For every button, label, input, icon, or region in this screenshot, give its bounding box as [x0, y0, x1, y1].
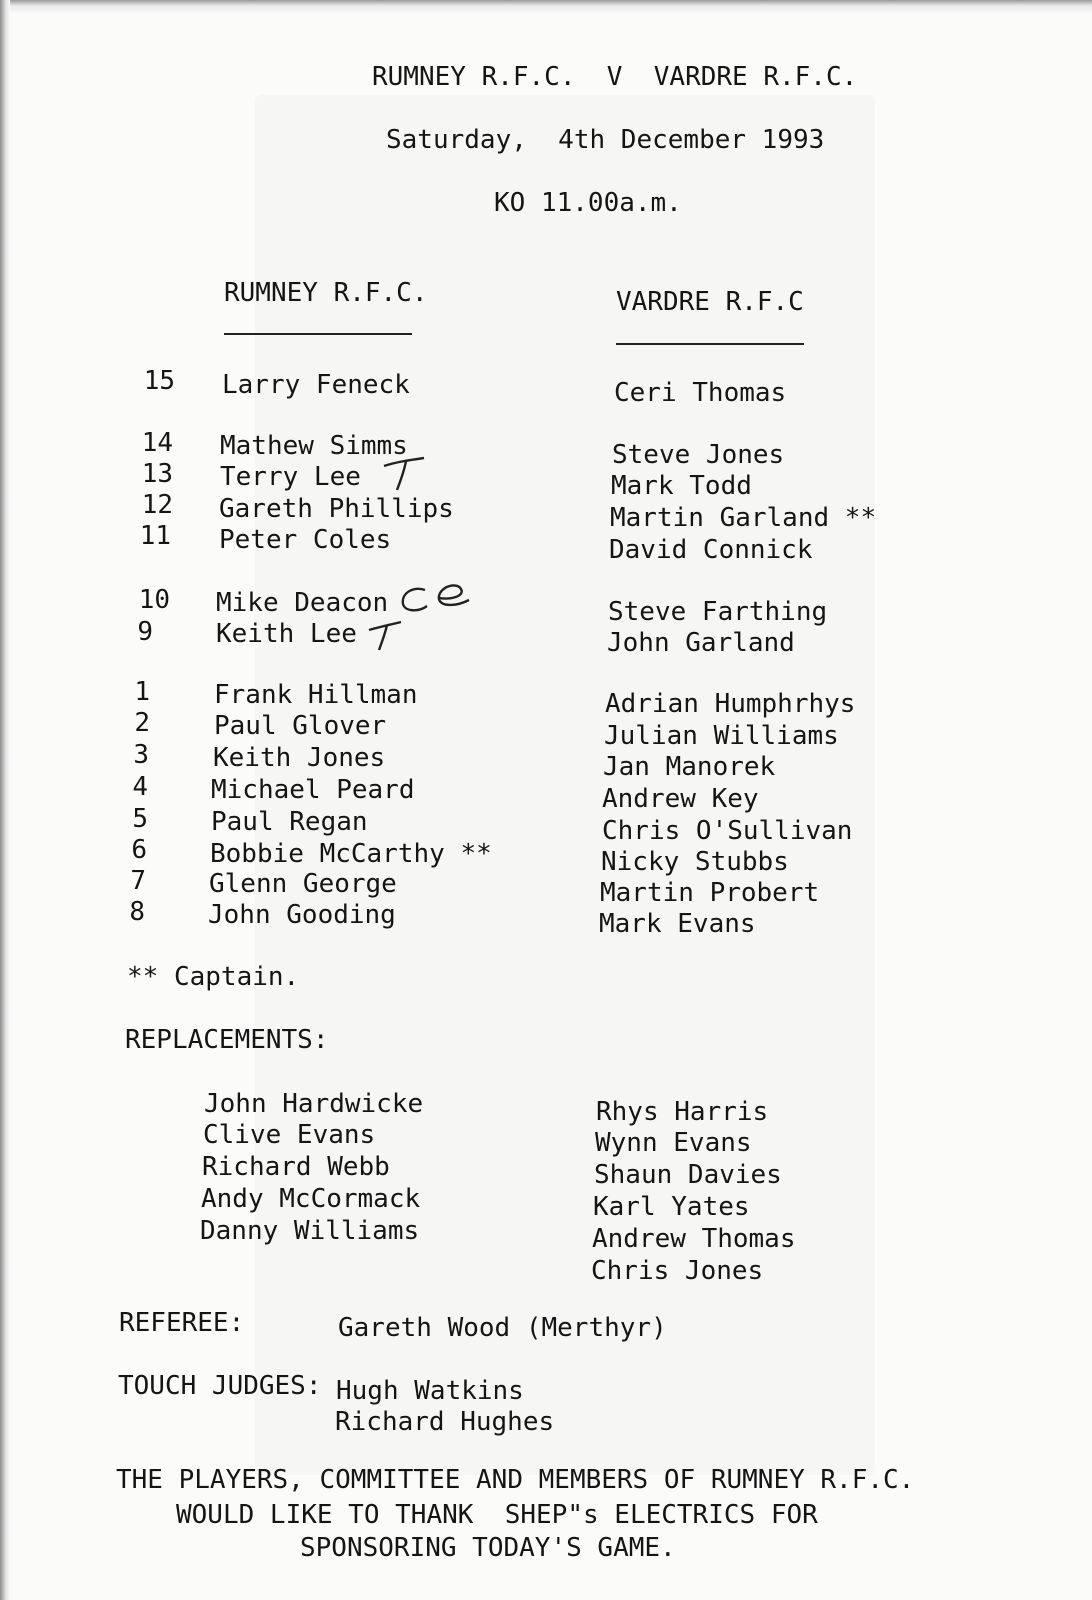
home-player: Gareth Phillips [219, 494, 454, 524]
home-player: Bobbie McCarthy ** [210, 839, 492, 869]
referee-label: REFEREE: [119, 1308, 245, 1338]
home-player: John Gooding [208, 900, 396, 930]
referee-name: Gareth Wood (Merthyr) [338, 1313, 667, 1343]
away-replacement: Shaun Davies [594, 1160, 782, 1190]
player-number: 3 [133, 740, 149, 770]
away-replacement: Chris Jones [591, 1256, 764, 1286]
home-player: Mike Deacon [216, 588, 389, 618]
away-player: Martin Garland ** [610, 503, 877, 533]
player-number: 2 [134, 708, 150, 738]
player-number: 11 [139, 521, 171, 551]
away-replacement: Karl Yates [593, 1192, 750, 1222]
away-player: Steve Farthing [608, 597, 828, 627]
home-player: Paul Glover [214, 711, 387, 741]
away-player: Ceri Thomas [614, 378, 787, 408]
away-team-heading: VARDRE R.F.C [616, 287, 804, 317]
away-player: David Connick [609, 535, 813, 565]
away-player: Jan Manorek [603, 752, 776, 782]
player-number: 5 [132, 804, 148, 834]
home-player: Keith Jones [213, 743, 386, 773]
home-player: Larry Feneck [222, 370, 410, 400]
home-replacement: Andy McCormack [201, 1184, 421, 1214]
player-number: 12 [141, 490, 173, 520]
away-player: Martin Probert [600, 878, 820, 908]
player-number: 1 [134, 677, 150, 707]
away-player: Steve Jones [612, 440, 785, 470]
home-player: Paul Regan [211, 807, 368, 837]
away-replacement: Wynn Evans [595, 1128, 752, 1158]
away-replacement: Andrew Thomas [592, 1224, 796, 1254]
replacements-label: REPLACEMENTS: [125, 1025, 329, 1055]
captain-note: ** Captain. [127, 962, 300, 992]
home-team-heading: RUMNEY R.F.C. [224, 278, 428, 308]
away-player: Nicky Stubbs [601, 847, 789, 877]
paper-top-edge [0, 0, 1092, 14]
player-number: 10 [138, 585, 170, 615]
kickoff-time: KO 11.00a.m. [494, 188, 682, 218]
home-player: Frank Hillman [214, 680, 418, 710]
home-player: Terry Lee [220, 462, 361, 492]
home-player: Glenn George [209, 869, 397, 899]
away-player: Mark Evans [599, 909, 756, 939]
home-player: Michael Peard [211, 775, 415, 805]
home-player: Mathew Simms [220, 431, 408, 461]
away-player: Julian Williams [604, 721, 839, 751]
player-number: 7 [130, 866, 146, 896]
touch-judges-label: TOUCH JUDGES: [118, 1371, 322, 1401]
touch-judge: Hugh Watkins [336, 1376, 524, 1406]
away-replacement: Rhys Harris [596, 1097, 769, 1127]
away-player: Andrew Key [602, 784, 759, 814]
handwritten-t-mark [365, 614, 405, 654]
home-replacement: Richard Webb [202, 1152, 390, 1182]
paper-left-edge [0, 0, 10, 1600]
away-player: John Garland [607, 628, 795, 658]
player-number: 9 [137, 617, 153, 647]
away-player: Adrian Humphrhys [605, 689, 856, 719]
home-replacement: Danny Williams [200, 1216, 420, 1246]
touch-judge: Richard Hughes [335, 1407, 555, 1437]
player-number: 4 [132, 772, 148, 802]
sponsor-thanks-line: SPONSORING TODAY'S GAME. [300, 1533, 676, 1563]
handwritten-ce-mark [395, 578, 475, 618]
away-player: Chris O'Sullivan [602, 816, 853, 846]
handwritten-t-mark [380, 452, 430, 494]
match-title: RUMNEY R.F.C. V VARDRE R.F.C. [372, 62, 858, 92]
sponsor-thanks-line: THE PLAYERS, COMMITTEE AND MEMBERS OF RUMNEY R.F.C. [116, 1465, 915, 1495]
sponsor-thanks-line: WOULD LIKE TO THANK SHEP"s ELECTRICS FOR [176, 1500, 818, 1530]
player-number: 6 [131, 835, 147, 865]
home-heading-underline [224, 333, 412, 335]
home-player: Peter Coles [219, 525, 392, 555]
player-number: 15 [143, 366, 175, 396]
player-number: 14 [141, 428, 173, 458]
home-replacement: John Hardwicke [204, 1089, 424, 1119]
player-number: 13 [141, 459, 173, 489]
away-heading-underline [616, 343, 804, 345]
home-replacement: Clive Evans [203, 1120, 376, 1150]
player-number: 8 [129, 897, 145, 927]
home-player: Keith Lee [216, 619, 357, 649]
match-date: Saturday, 4th December 1993 [386, 125, 825, 155]
away-player: Mark Todd [611, 471, 752, 501]
